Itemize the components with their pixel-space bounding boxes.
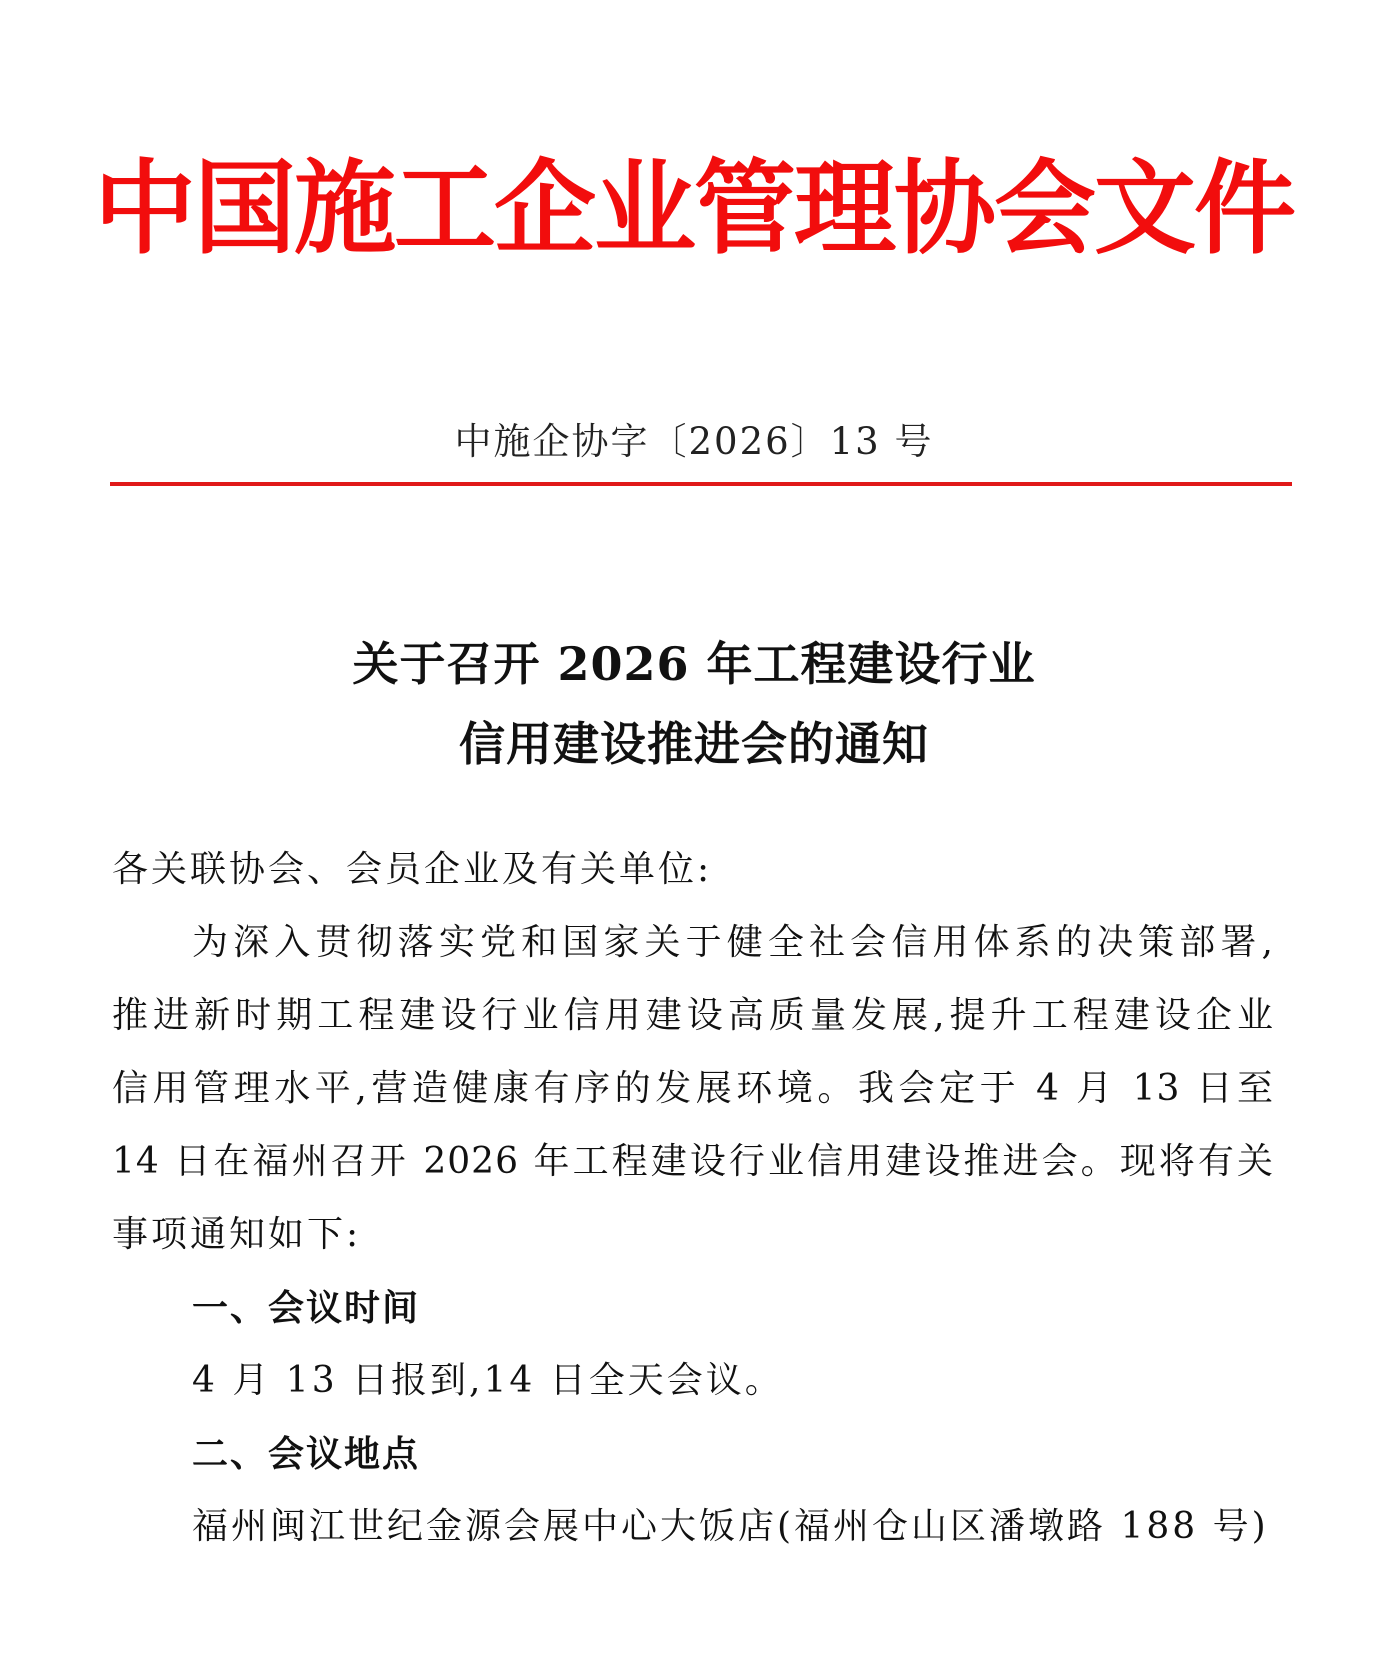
section-heading-meeting-location: 二、会议地点	[192, 1433, 421, 1475]
salutation: 各关联协会、会员企业及有关单位:	[112, 849, 713, 890]
intro-line-3: 信用管理水平,营造健康有序的发展环境。我会定于 4 月 13 日至	[112, 1068, 1274, 1109]
intro-line-2: 推进新时期工程建设行业信用建设高质量发展,提升工程建设企业	[112, 995, 1274, 1036]
notice-title-line-1: 关于召开 2026 年工程建设行业	[352, 637, 1036, 691]
notice-title-line-2: 信用建设推进会的通知	[459, 717, 929, 771]
meeting-time-text: 4 月 13 日报到,14 日全天会议。	[192, 1360, 784, 1401]
intro-line-1: 为深入贯彻落实党和国家关于健全社会信用体系的决策部署,	[192, 922, 1274, 963]
masthead-title: 中国施工企业管理协会文件	[94, 149, 1294, 269]
section-heading-meeting-time: 一、会议时间	[192, 1287, 421, 1329]
document-number: 中施企协字〔2026〕13 号	[454, 420, 934, 463]
meeting-location-text: 福州闽江世纪金源会展中心大饭店(福州仓山区潘墩路 188 号)	[192, 1506, 1269, 1547]
red-divider-rule	[110, 482, 1292, 486]
intro-line-4: 14 日在福州召开 2026 年工程建设行业信用建设推进会。现将有关	[112, 1141, 1274, 1182]
intro-line-5: 事项通知如下:	[112, 1214, 362, 1255]
